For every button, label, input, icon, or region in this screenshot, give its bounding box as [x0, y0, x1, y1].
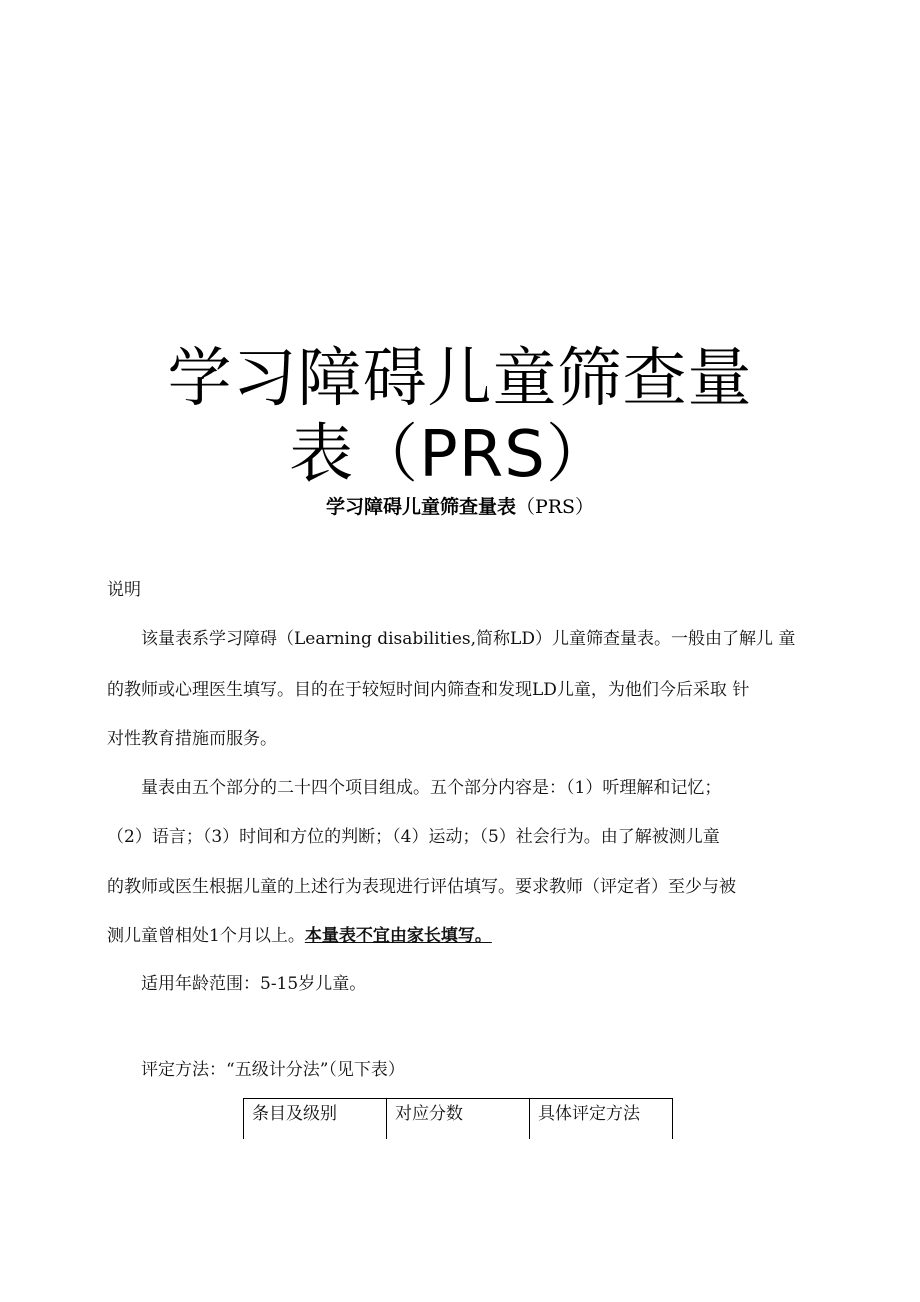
table-header-item-level: 条目及级别	[243, 1099, 386, 1139]
document-title-line-1: 学习障碍儿童筛查量	[167, 342, 753, 416]
table-header-method: 具体评定方法	[529, 1099, 673, 1139]
paragraph-2-line-4-text: 测儿童曾相处1个月以上。	[107, 926, 305, 946]
scoring-method-line: 评定方法：“五级计分法”（见下表）	[141, 1060, 405, 1080]
table-header-score: 对应分数	[386, 1099, 529, 1139]
paragraph-1-line-1: 该量表系学习障碍（Learning disabilities,简称LD）儿童筛查量表。一般由了解儿 童	[141, 629, 796, 649]
subtitle-main: 学习障碍儿童筛查量表	[325, 496, 516, 518]
paragraph-2-line-4	[107, 924, 492, 948]
parent-warning-note: 本量表不宜由家长填写。	[304, 926, 492, 946]
paragraph-1-line-3: 对性教育措施而服务。	[107, 729, 277, 749]
scoring-table	[243, 1098, 673, 1139]
paragraph-1-line-2: 的教师或心理医生填写。目的在于较短时间内筛查和发现LD儿童，为他们今后采取 针	[107, 680, 750, 700]
section-heading: 说明	[107, 580, 141, 600]
paragraph-2-line-1: 量表由五个部分的二十四个项目组成。五个部分内容是：（1）听理解和记忆；	[141, 778, 722, 798]
document-title-line-2: 表（PRS）	[289, 418, 611, 492]
paragraph-2-line-3: 的教师或医生根据儿童的上述行为表现进行评估填写。要求教师（评定者）至少与被	[107, 877, 736, 897]
document-subtitle	[0, 494, 920, 520]
age-range-line: 适用年龄范围：5-15岁儿童。	[141, 974, 367, 994]
paragraph-2-line-2: （2）语言；（3）时间和方位的判断；（4）运动；（5）社会行为。由了解被测儿童	[107, 827, 720, 847]
subtitle-suffix: （PRS）	[515, 496, 595, 518]
